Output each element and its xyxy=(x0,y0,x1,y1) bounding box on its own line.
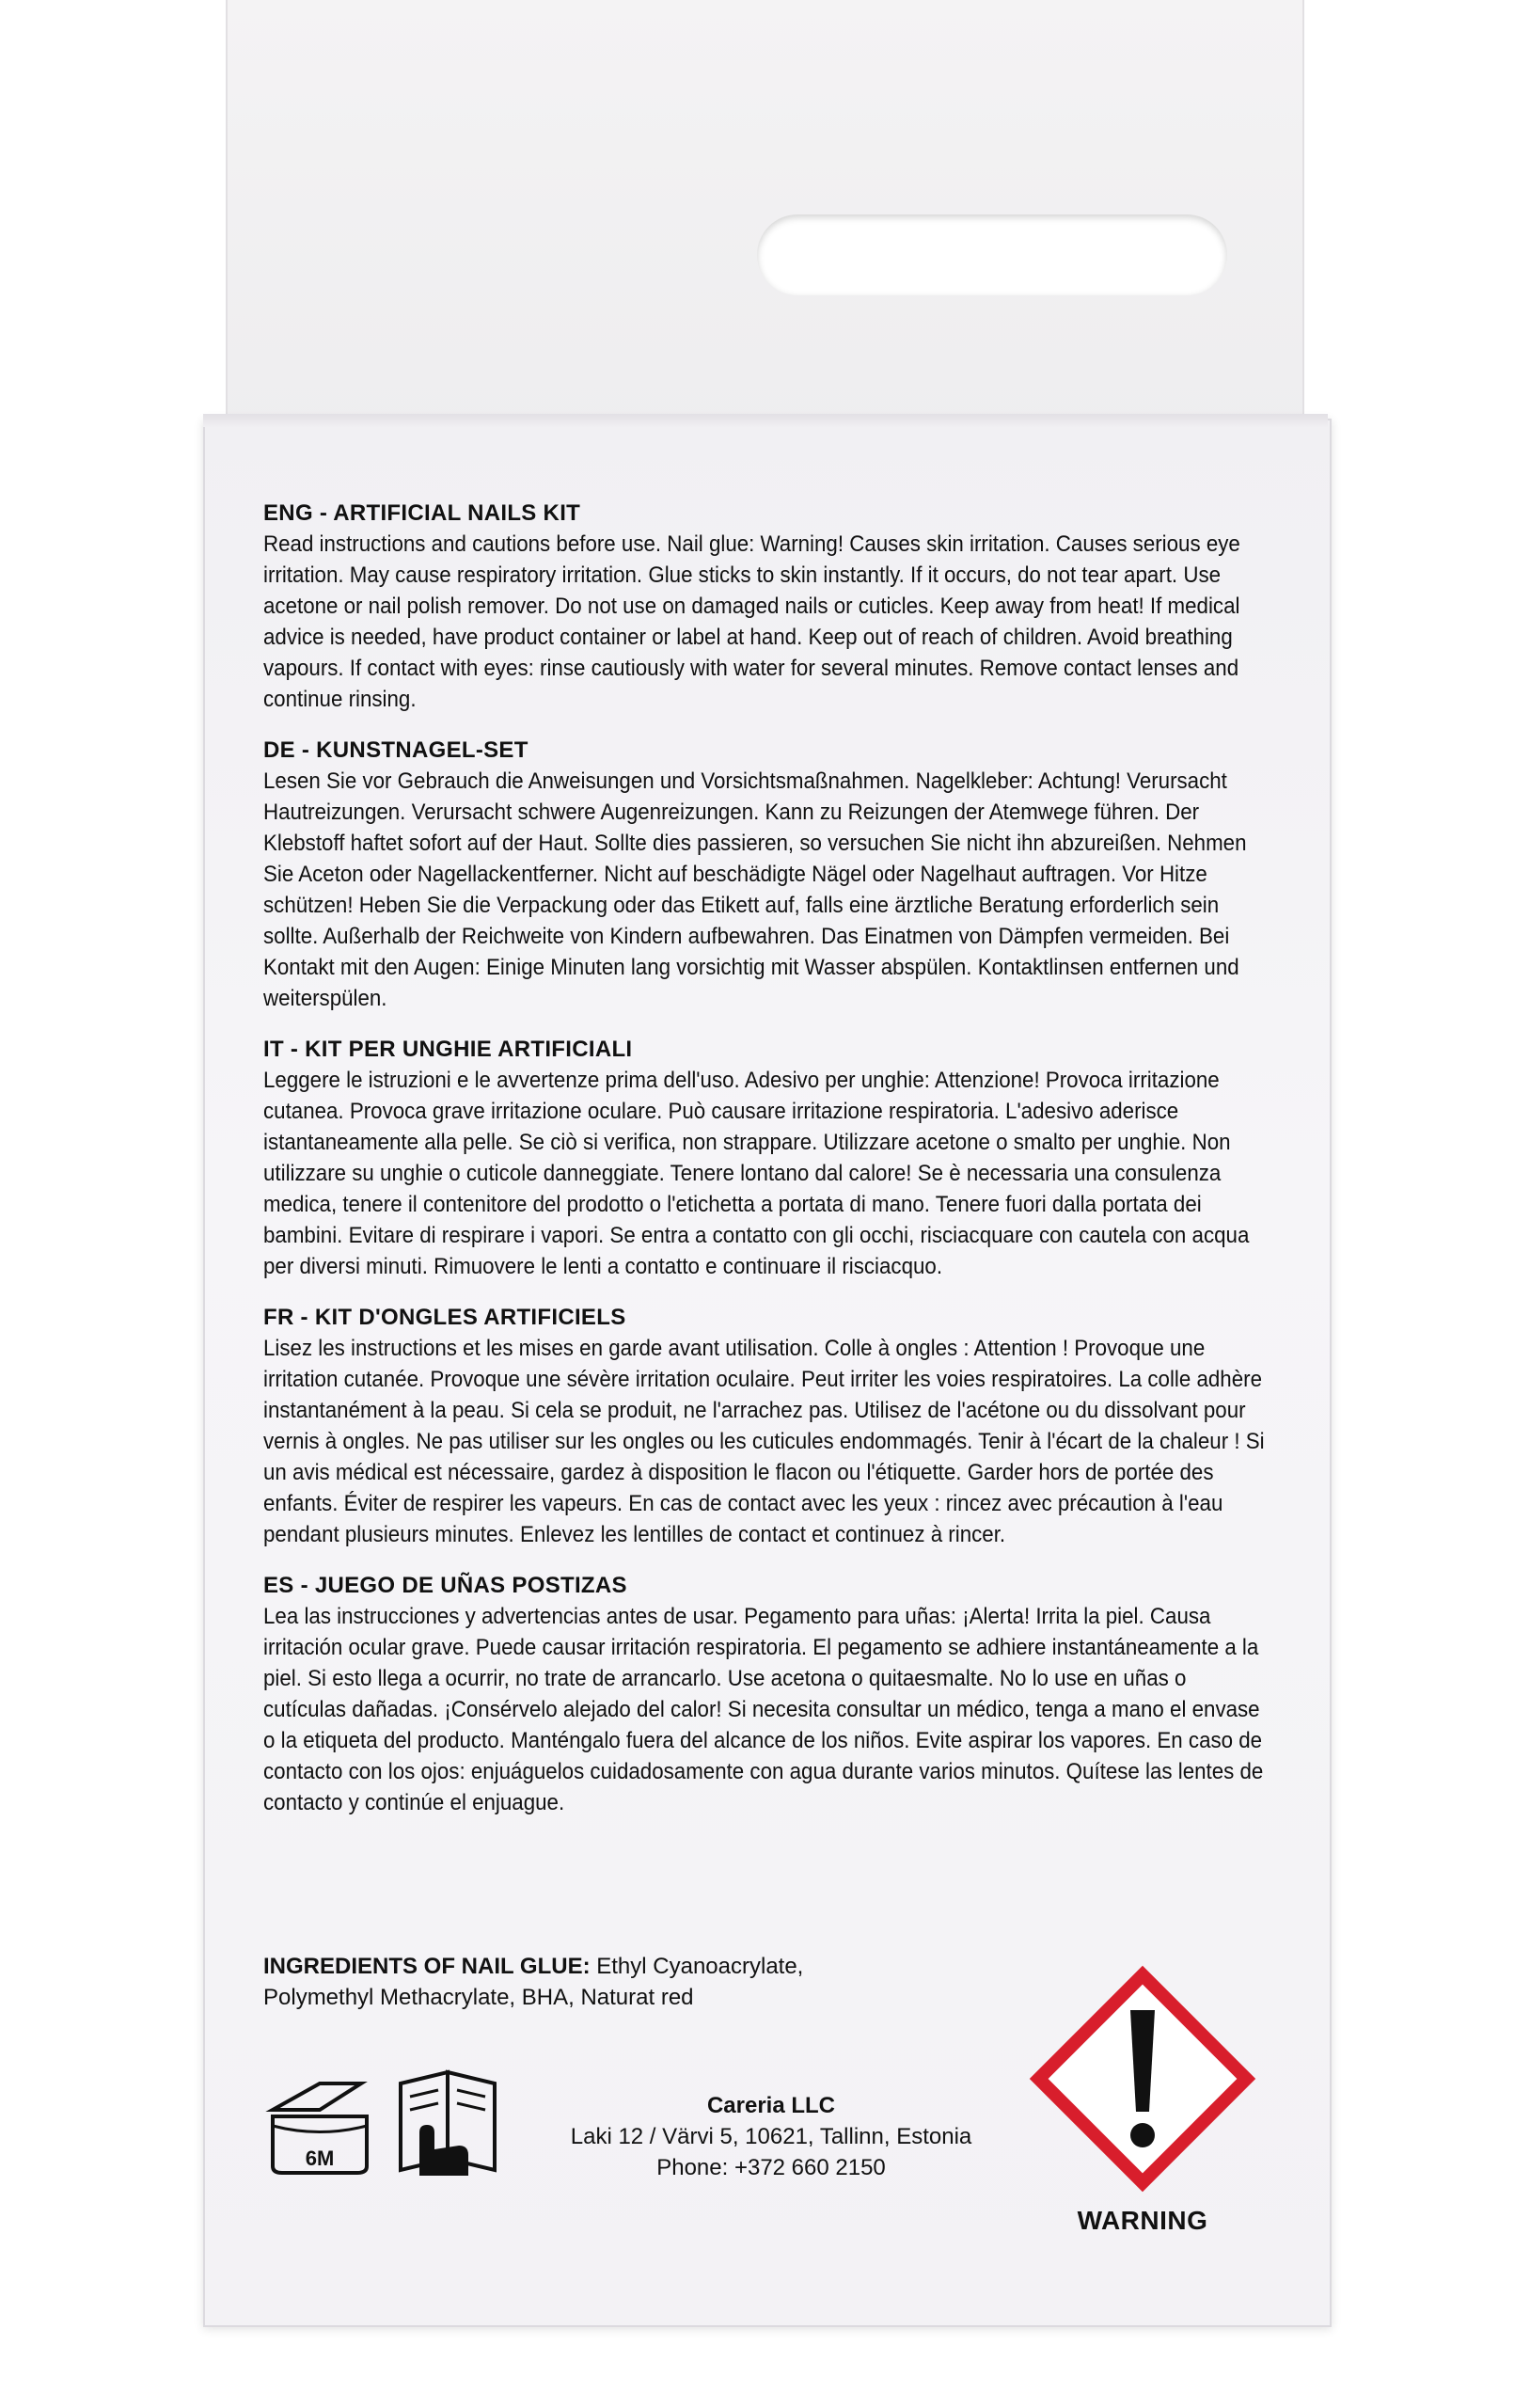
ingredients-line2: Polymethyl Methacrylate, BHA, Naturat red xyxy=(263,1985,694,2010)
section-body: Lesen Sie vor Gebrauch die Anweisungen und Vorsichtsmaßnahmen. Nagelkleber: Achtung! Verursacht Hautreizungen. Verursacht schwere Augenreizungen. Kann zu Reizungen der Atemwege führen. Der Klebstoff haftet sofort auf der Haut. Sollte dies passieren, so versuchen Sie nicht ihn abzureißen. Nehmen Sie Aceton oder Nagellackentferner. Nicht auf beschädigte Nägel oder Nagelhaut auftragen. Vor Hitze schützen! Heben Sie die Verpackung oder das Etikett auf, falls eine ärztliche Beratung erforderlich sein sollte. Außerhalb der Reichweite von Kindern aufbewahren. Das Einatmen von Dämpfen vermeiden. Bei Kontakt mit den Augen: Einige Minuten lang vorsichtig mit Wasser abspülen. Kontaktlinsen entfernen und weiterspülen. xyxy=(263,768,1247,1011)
section-de xyxy=(263,736,1284,1014)
section-heading: ENG - ARTIFICIAL NAILS KIT xyxy=(263,500,581,526)
read-instructions-icon xyxy=(393,2065,501,2178)
ingredients-label: INGREDIENTS OF NAIL GLUE: xyxy=(263,1954,591,1979)
section-heading: ES - JUEGO DE UÑAS POSTIZAS xyxy=(263,1573,627,1598)
section-body: Lisez les instructions et les mises en garde avant utilisation. Colle à ongles : Attention ! Provoque une irritation cutanée. Provoque une sévère irritation oculaire. Peut irriter les voies respiratoires. La colle adhère instantanément à la peau. Si cela se produit, ne l'arrachez pas. Utilisez de l'acétone ou du dissolvant pour vernis à ongles. Ne pas utiliser sur les ongles ou les cuticules endommagés. Tenir à l'écart de la chaleur ! Si un avis médical est nécessaire, gardez à disposition le flacon ou l'étiquette. Garder hors de portée des enfants. Éviter de respirer les vapeurs. En cas de contact avec les yeux : rincez avec précaution à l'eau pendant plusieurs minutes. Enlevez les lentilles de contact et continuez à rincer. xyxy=(263,1336,1265,1547)
section-es xyxy=(263,1571,1284,1818)
instructions-text xyxy=(263,499,1284,1839)
hang-tab xyxy=(226,0,1304,442)
section-heading: FR - KIT D'ONGLES ARTIFICIELS xyxy=(263,1305,626,1330)
section-heading: IT - KIT PER UNGHIE ARTIFICIALI xyxy=(263,1037,633,1062)
manufacturer-address xyxy=(527,2090,1016,2183)
company-address: Laki 12 / Värvi 5, 10621, Tallinn, Estonia xyxy=(570,2124,972,2149)
company-name: Careria LLC xyxy=(706,2093,836,2118)
hang-hole xyxy=(757,214,1227,295)
company-phone: Phone: +372 660 2150 xyxy=(656,2155,886,2180)
section-eng xyxy=(263,499,1284,715)
section-heading: DE - KUNSTNAGEL-SET xyxy=(263,737,528,763)
ingredients-line1: Ethyl Cyanoacrylate, xyxy=(596,1954,804,1979)
section-body: Lea las instrucciones y advertencias antes de usar. Pegamento para uñas: ¡Alerta! Irrita la piel. Causa irritación ocular grave. Puede causar irritación respiratoria. El pegamento se adhiere instantáneamente a la piel. Si esto llega a ocurrir, no trate de arrancarlo. Use acetona o quitaesmalte. No lo use en uñas o cutículas dañadas. ¡Consérvelo alejado del calor! Si necesita consultar un médico, tenga a mano el envase o la etiqueta del producto. Manténgalo fuera del alcance de los niños. Evite aspirar los vapores. En caso de contacto con los ojos: enjuáguelos cuidadosamente con agua durante varios minutos. Quítese las lentes de contacto y continúe el enjuague. xyxy=(263,1604,1264,1815)
package-fold xyxy=(203,414,1328,427)
section-body: Read instructions and cautions before use. Nail glue: Warning! Causes skin irritation. Causes serious eye irritation. May cause respiratory irritation. Glue sticks to skin instantly. If it occurs, do not tear apart. Use acetone or nail polish remover. Do not use on damaged nails or cuticles. Keep away from heat! If medical advice is needed, have product container or label at hand. Keep out of reach of children. Avoid breathing vapours. If contact with eyes: rinse cautiously with water for several minutes. Remove contact lenses and continue rinsing. xyxy=(263,531,1240,712)
section-fr xyxy=(263,1303,1284,1550)
warning-label: WARNING xyxy=(1077,2206,1208,2235)
section-it xyxy=(263,1035,1284,1282)
ghs-exclamation-icon xyxy=(1025,1961,1260,2196)
pao-label: 6M xyxy=(305,2147,335,2170)
ingredients xyxy=(263,1951,1016,2013)
section-body: Leggere le istruzioni e le avvertenze prima dell'uso. Adesivo per unghie: Attenzione! Provoca irritazione cutanea. Provoca grave irritazione oculare. Può causare irritazione respiratoria. L'adesivo aderisce istantaneamente alla pelle. Se ciò si verifica, non strappare. Utilizzare acetone o smalto per unghie. Non utilizzare su unghie o cuticole danneggiate. Tenere lontano dal calore! Se è necessaria una consulenza medica, tenere il contenitore del prodotto o l'etichetta a portata di mano. Tenere fuori dalla portata dei bambini. Evitare di respirare i vapori. Se entra a contatto con gli occhi, risciacquare con cautela con acqua per diversi minuti. Rimuovere le lenti a contatto e continuare il risciacquo. xyxy=(263,1068,1250,1279)
